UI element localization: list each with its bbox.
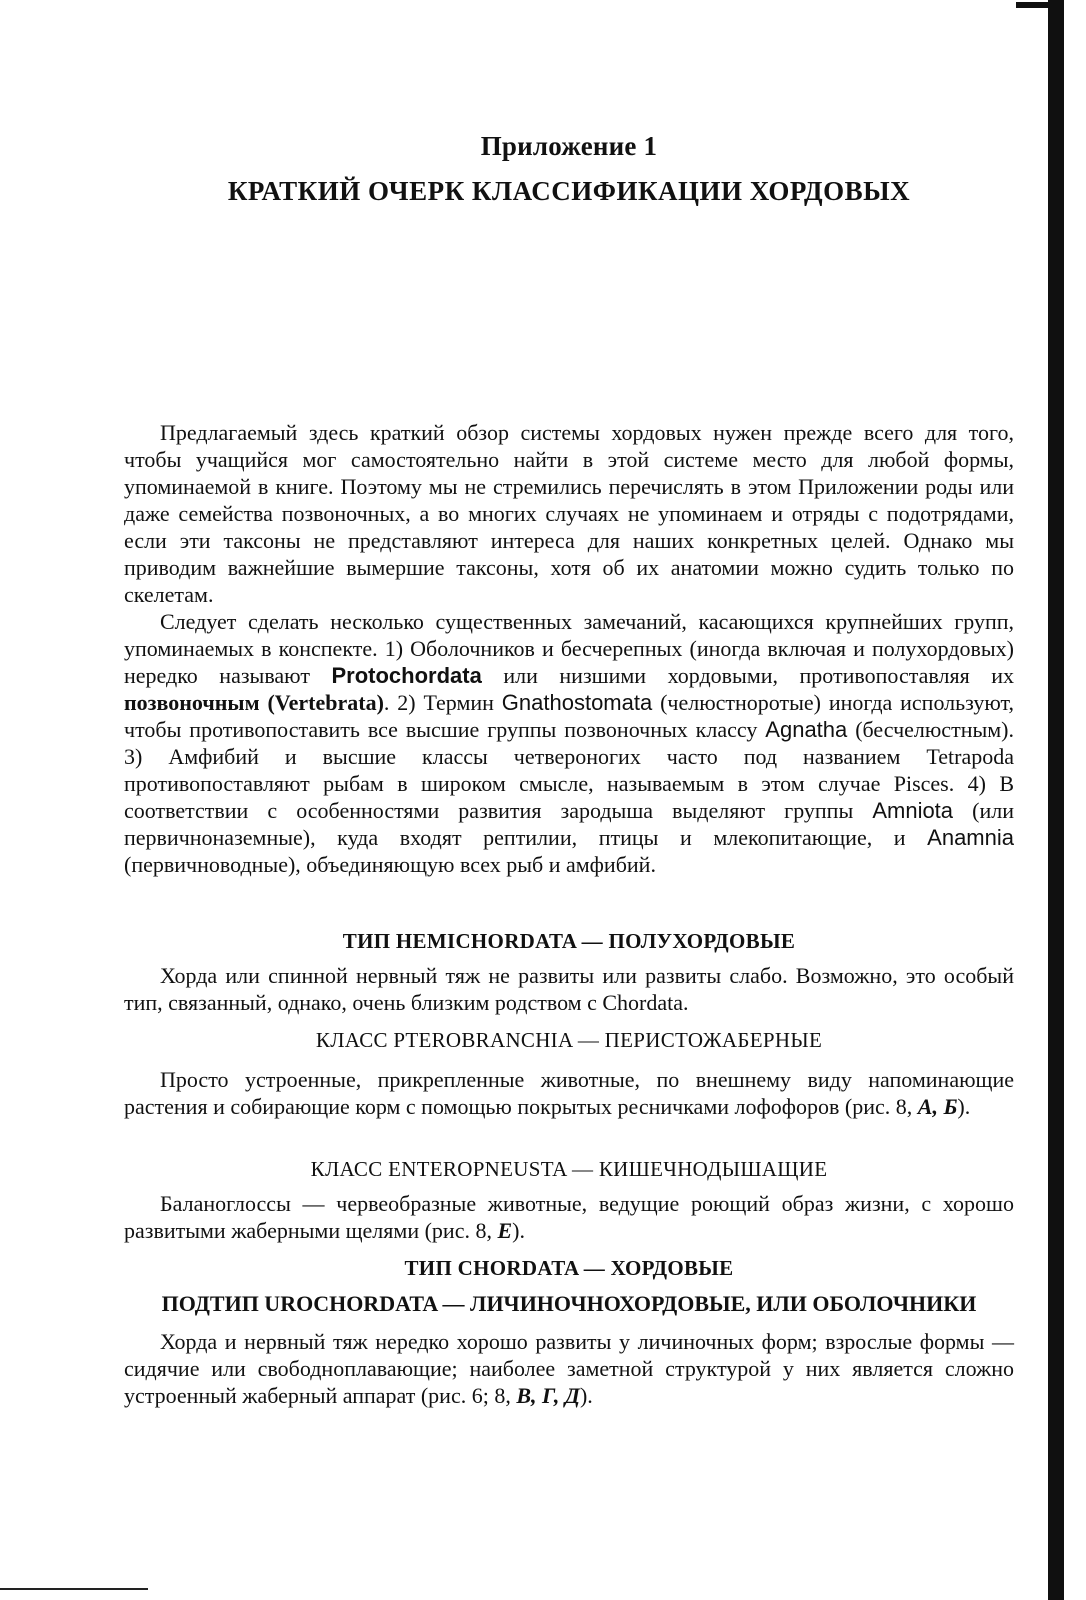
intro-p2-text-a: Следует сделать несколько существенных замечаний, касающихся крупнейших групп, упоминаемых в конспекте. 1) Оболочников и бесчерепных (иногда включая и полухордовых) нередко называют <box>124 609 1014 688</box>
enteropneusta-text-a: Баланоглоссы — червеобразные животные, ведущие роющий образ жизни, с хорошо развитыми жаберными щелями (рис. 8, <box>124 1191 1014 1243</box>
enteropneusta-text-b: ). <box>512 1218 525 1243</box>
enteropneusta-text <box>124 1190 1014 1244</box>
intro-p2-text-f: (или первичноназемные), куда входят рептилии, птицы и млекопитающие, и <box>124 798 1014 850</box>
hemichordata-section <box>124 962 1014 1016</box>
appendix-label: Приложение 1 <box>480 131 658 161</box>
page-edge-cap <box>1016 2 1064 8</box>
intro-paragraph-1: Предлагаемый здесь краткий обзор системы хордовых нужен прежде всего для того, чтобы учащийся мог самостоятельно найти в этой системе место для любой формы, упоминаемой в книге. Поэтому мы не стремились перечислять в этом Приложении роды или даже семейства позвоночных, а во многих случаях не упоминаем и отряды с подотрядами, если эти таксоны не представляют интереса для наших конкретных целей. Однако мы приводим важнейшие вымершие таксоны, хотя об их анатомии можно судить только по скелетам. <box>124 420 1014 607</box>
pterobranchia-fig-ref: А, Б <box>917 1094 958 1119</box>
heading-pterobranchia: КЛАСС PTEROBRANCHIA — ПЕРИСТОЖАБЕРНЫЕ <box>315 1028 823 1052</box>
heading-hemichordata: ТИП HEMICHORDATA — ПОЛУХОРДОВЫЕ <box>342 929 796 953</box>
intro-p2-text-c: . 2) Термин <box>383 690 502 715</box>
intro-p2-text-b: или низшими хордовыми, противопоставляя их <box>481 663 1014 688</box>
heading-enteropneusta: КЛАСС ENTEROPNEUSTA — КИШЕЧНОДЫШАЩИЕ <box>310 1157 828 1181</box>
term-anamnia: Anamnia <box>927 825 1014 850</box>
hemichordata-text: Хорда или спинной нервный тяж не развиты или развиты слабо. Возможно, это особый тип, связанный, однако, очень близким родством с Chordata. <box>124 963 1014 1015</box>
urochordata-text-b: ). <box>579 1383 593 1408</box>
term-amniota: Amniota <box>872 798 954 823</box>
heading-chordata: ТИП CHORDATA — ХОРДОВЫЕ <box>404 1256 734 1280</box>
page-edge-bar <box>1048 0 1064 1600</box>
heading-urochordata: ПОДТИП UROCHORDATA — ЛИЧИНОЧНОХОРДОВЫЕ, ИЛИ ОБОЛОЧНИКИ <box>161 1291 977 1316</box>
intro-p2-text-d: (челюстноротые) иногда используют, чтобы противопоставить все высшие группы позвоночных классу <box>124 690 1014 742</box>
intro-p2-text-e: (бесчелюстным). 3) Амфибий и высшие классы четвероногих часто под названием Tetrapoda противопоставляют рыбам в широком смысле, называемым в этом случае Pisces. 4) В соответствии с особенностями развития зародыша выделяют группы <box>124 717 1014 823</box>
pterobranchia-text <box>124 1066 1014 1120</box>
pterobranchia-section <box>124 1066 1014 1120</box>
intro-paragraph-2 <box>124 608 1014 878</box>
intro-p2-text-g: (первичноводные), объединяющую всех рыб и амфибий. <box>124 852 656 877</box>
enteropneusta-fig-ref: Е <box>497 1218 513 1243</box>
enteropneusta-section <box>124 1190 1014 1244</box>
footnote-rule <box>0 1588 148 1590</box>
term-agnatha: Agnatha <box>765 717 848 742</box>
term-protochordata: Protochordata <box>331 663 482 688</box>
urochordata-section <box>124 1328 1014 1409</box>
urochordata-fig-ref: В, Г, Д <box>516 1383 580 1408</box>
page-title: КРАТКИЙ ОЧЕРК КЛАССИФИКАЦИИ ХОРДОВЫХ <box>227 176 911 206</box>
term-vertebrata: позвоночным (Vertebrata) <box>124 690 384 715</box>
intro-section <box>124 419 1014 878</box>
term-gnathostomata: Gnathostomata <box>501 690 653 715</box>
urochordata-text-a: Хорда и нервный тяж нередко хорошо развиты у личиночных форм; взрослые формы — сидячие или свободноплавающие; наиболее заметной структурой у них является сложно устроенный жаберный аппарат (рис. 6; 8, <box>124 1329 1014 1408</box>
urochordata-text <box>124 1328 1014 1409</box>
pterobranchia-text-b: ). <box>957 1094 971 1119</box>
pterobranchia-text-a: Просто устроенные, прикрепленные животные, по внешнему виду напоминающие растения и собирающие корм с помощью покрытых ресничками лофофоров (рис. 8, <box>124 1067 1014 1119</box>
